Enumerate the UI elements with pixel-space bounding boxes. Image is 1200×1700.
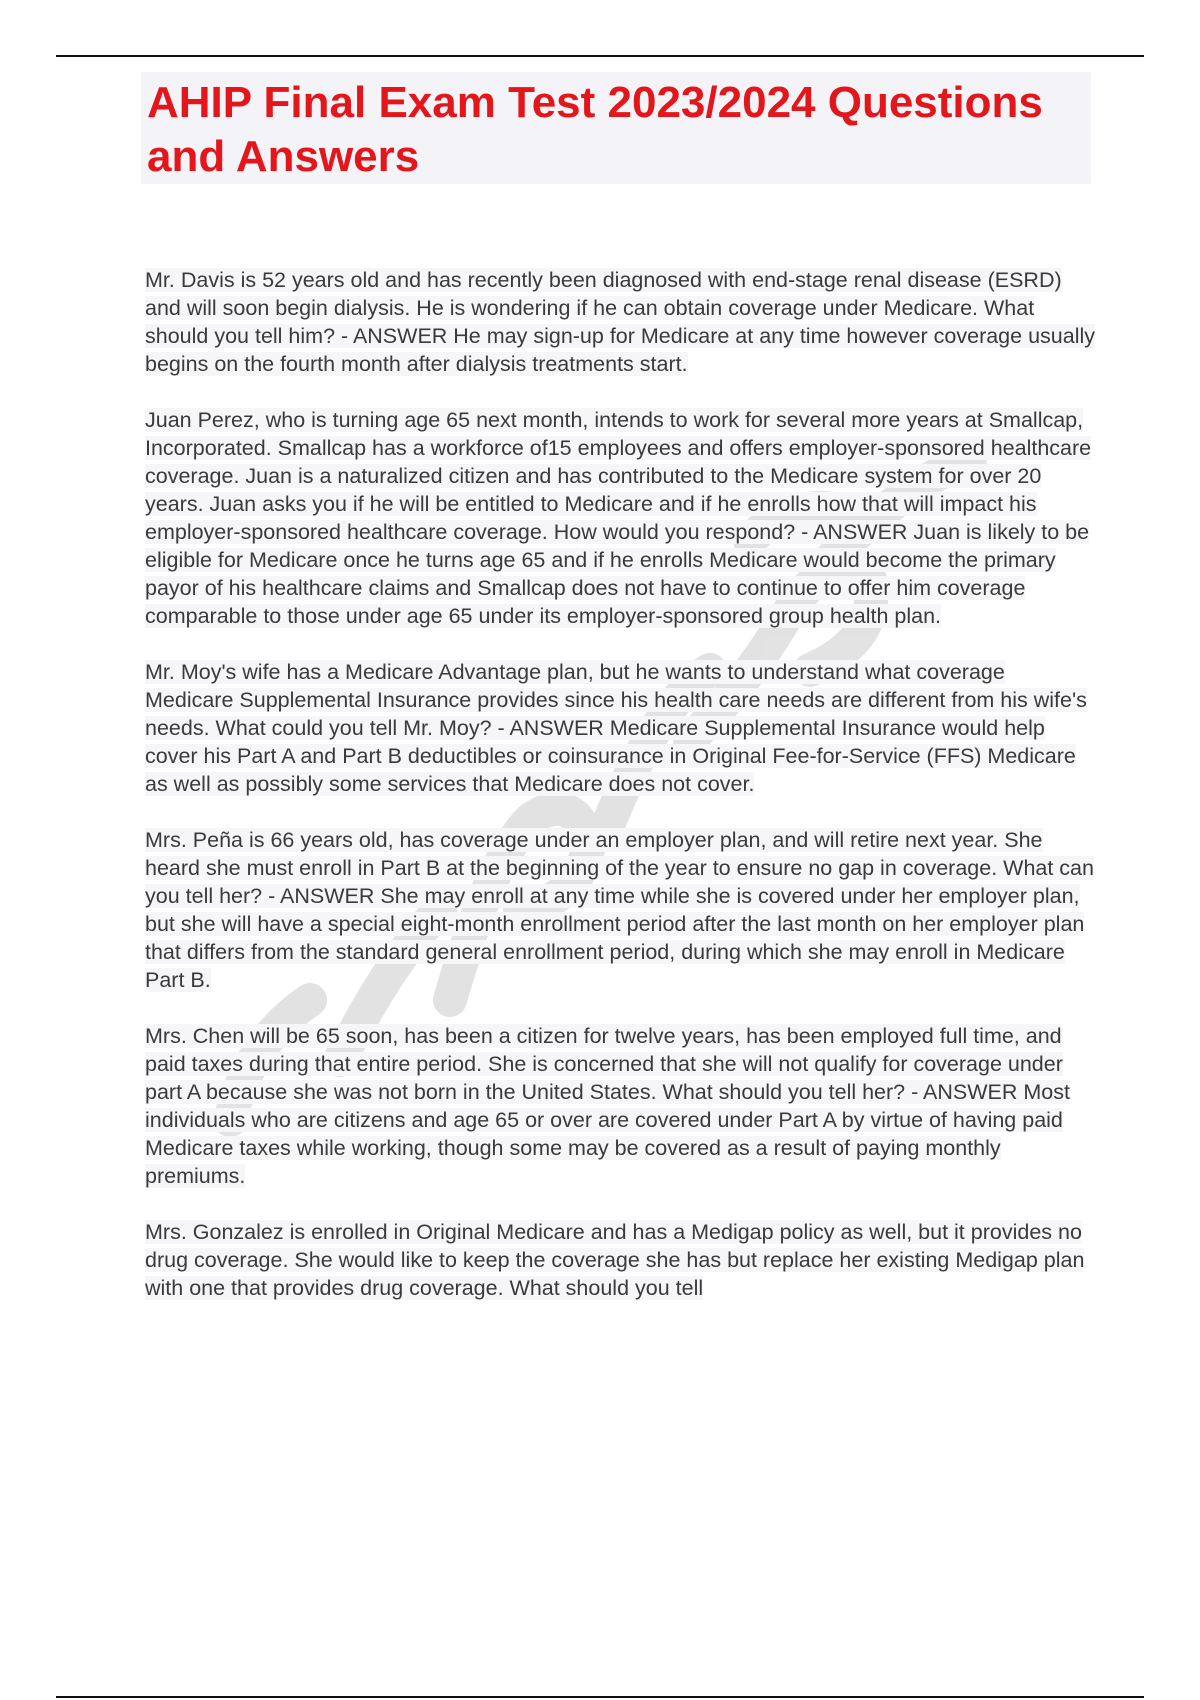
qa-item-text: Mr. Davis is 52 years old and has recently been diagnosed with end-stage renal disease (ESRD) and will soon begin dialysis. He is wondering if he can obtain coverage under Medicare. What should you tell him? - ANSWER He may sign-up for Medicare at any time however coverage usually begins on the fourth month after dialysis treatments start. [145, 268, 1095, 376]
qa-item-text: Mr. Moy's wife has a Medicare Advantage plan, but he wants to understand what coverage Medicare Supplemental Insurance provides since his health care needs are different from his wife's needs. What could you tell Mr. Moy? - ANSWER Medicare Supplemental Insurance would help cover his Part A and Part B deductibles or coinsurance in Original Fee-for-Service (FFS) Medicare as well as possibly some services that Medicare does not cover. [145, 660, 1087, 796]
qa-item-text: Mrs. Chen will be 65 soon, has been a citizen for twelve years, has been employed full time, and paid taxes during that entire period. She is concerned that she will not qualify for coverage under part A because she was not born in the United States. What should you tell her? - ANSWER Most individuals who are citizens and age 65 or over are covered under Part A by virtue of having paid Medicare taxes while working, though some may be covered as a result of paying monthly premiums. [145, 1024, 1070, 1188]
qa-item [145, 826, 1095, 994]
document-title: AHIP Final Exam Test 2023/2024 Questions and Answers [147, 78, 1043, 181]
qa-item-text: Mrs. Peña is 66 years old, has coverage under an employer plan, and will retire next year. She heard she must enroll in Part B at the beginning of the year to ensure no gap in coverage. What can you tell her? - ANSWER She may enroll at any time while she is covered under her employer plan, but she will have a special eight-month enrollment period after the last month on her employer plan that differs from the standard general enrollment period, during which she may enroll in Medicare Part B. [145, 828, 1094, 992]
qa-item [145, 406, 1095, 630]
qa-item-text: Mrs. Gonzalez is enrolled in Original Medicare and has a Medigap policy as well, but it provides no drug coverage. She would like to keep the coverage she has but replace her existing Medigap plan with one that provides drug coverage. What should you tell [145, 1220, 1085, 1300]
qa-item [145, 658, 1095, 798]
bottom-rule [56, 1696, 1144, 1698]
qa-item [145, 266, 1095, 378]
qa-item [145, 1218, 1095, 1302]
title-banner [141, 72, 1091, 184]
qa-item-text: Juan Perez, who is turning age 65 next month, intends to work for several more years at Smallcap, Incorporated. Smallcap has a workforce of15 employees and offers employer-sponsored healthcare coverage. Juan is a naturalized citizen and has contributed to the Medicare system for over 20 years. Juan asks you if he will be entitled to Medicare and if he enrolls how that will impact his employer-sponsored healthcare coverage. How would you respond? - ANSWER Juan is likely to be eligible for Medicare once he turns age 65 and if he enrolls Medicare would become the primary payor of his healthcare claims and Smallcap does not have to continue to offer him coverage comparable to those under age 65 under its employer-sponsored group health plan. [145, 408, 1092, 628]
qa-list [145, 266, 1095, 1330]
qa-item [145, 1022, 1095, 1190]
top-rule [56, 55, 1144, 57]
